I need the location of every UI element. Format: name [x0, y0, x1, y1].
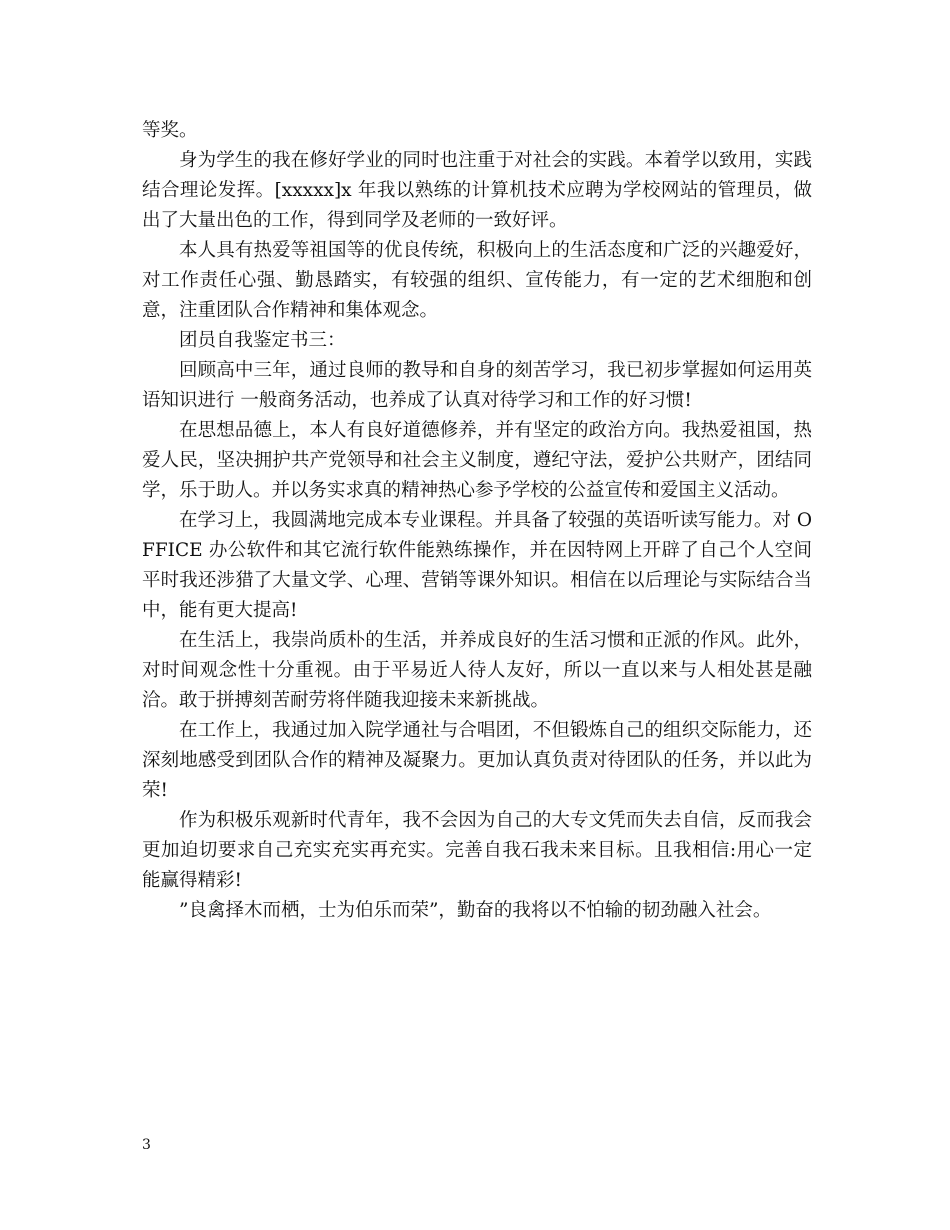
paragraph-8: 在生活上，我崇尚质朴的生活，并养成良好的生活习惯和正派的作风。此外，对时间观念性十分重视。由于平易近人待人友好，所以一直以来与人相处甚是融洽。敢于拼搏刻苦耐劳将伴随我迎接未来新挑战。: [142, 630, 812, 711]
paragraph-1: 等奖。: [142, 120, 198, 141]
paragraph-11: ”良禽择木而栖，士为伯乐而荣”，勤奋的我将以不怕输的韧劲融入社会。: [179, 900, 772, 921]
document-body: [142, 116, 812, 926]
paragraph-10: 作为积极乐观新时代青年，我不会因为自己的大专文凭而失去自信，反而我会更加迫切要求自己充实充实再充实。完善自我石我未来目标。且我相信:用心一定能赢得精彩!: [142, 810, 812, 891]
paragraph-5: 回顾高中三年，通过良师的教导和自身的刻苦学习，我已初步掌握如何运用英语知识进行 一般商务活动，也养成了认真对待学习和工作的好习惯!: [142, 360, 812, 411]
page-number: 3: [142, 1137, 151, 1153]
paragraph-3: 本人具有热爱等祖国等的优良传统，积极向上的生活态度和广泛的兴趣爱好，对工作责任心强、勤恳踏实，有较强的组织、宣传能力，有一定的艺术细胞和创意，注重团队合作精神和集体观念。: [142, 240, 812, 321]
paragraph-2: 身为学生的我在修好学业的同时也注重于对社会的实践。本着学以致用，实践结合理论发挥。[xxxxx]x 年我以熟练的计算机技术应聘为学校网站的管理员，做出了大量出色的工作，得到同学及老师的一致好评。: [142, 150, 812, 231]
paragraph-9: 在工作上，我通过加入院学通社与合唱团，不但锻炼自己的组织交际能力，还深刻地感受到团队合作的精神及凝聚力。更加认真负责对待团队的任务，并以此为荣!: [142, 720, 812, 801]
paragraph-7: 在学习上，我圆满地完成本专业课程。并具备了较强的英语听读写能力。对 OFFICE 办公软件和其它流行软件能熟练操作，并在因特网上开辟了自己个人空间平时我还涉猎了大量文学、心理、营销等课外知识。相信在以后理论与实际结合当中，能有更大提高!: [142, 510, 812, 621]
section-heading: 团员自我鉴定书三：: [179, 330, 346, 351]
paragraph-6: 在思想品德上，本人有良好道德修养，并有坚定的政治方向。我热爱祖国，热爱人民，坚决拥护共产党领导和社会主义制度，遵纪守法，爱护公共财产，团结同学，乐于助人。并以务实求真的精神热心参予学校的公益宣传和爱国主义活动。: [142, 420, 812, 501]
